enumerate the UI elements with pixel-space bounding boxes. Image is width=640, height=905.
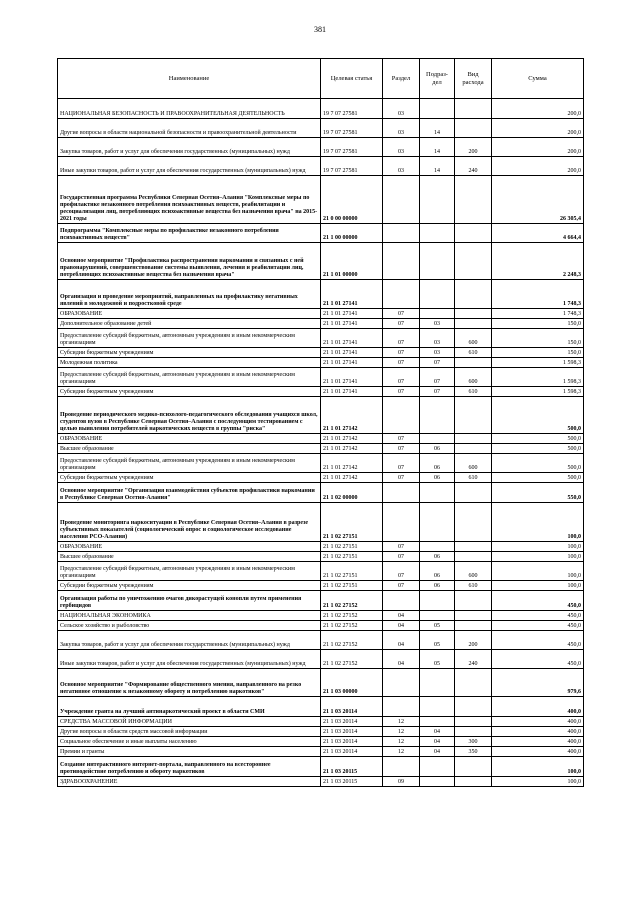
cell-sec: 09 — [383, 777, 420, 787]
cell-name: Субсидии бюджетным учреждениям — [58, 387, 321, 397]
cell-sum: 400,0 — [492, 697, 584, 717]
table-row — [58, 621, 584, 631]
cell-type: 610 — [455, 473, 492, 483]
cell-sec — [383, 397, 420, 434]
table-row — [58, 397, 584, 434]
cell-name: Основное мероприятие "Формирование общественного мнения, направленного на резко негативное отношение к незаконному обороту и потреблению наркотиков" — [58, 669, 321, 697]
cell-code: 21 1 01 27141 — [321, 280, 383, 309]
cell-name: Организация и проведение мероприятий, направленных на профилактику негативных явлений в молодежной и подростковой среде — [58, 280, 321, 309]
cell-type — [455, 669, 492, 697]
cell-name: НАЦИОНАЛЬНАЯ ЭКОНОМИКА — [58, 611, 321, 621]
cell-sub — [420, 309, 455, 319]
cell-sub — [420, 434, 455, 444]
cell-code: 21 1 01 27142 — [321, 434, 383, 444]
cell-sec: 03 — [383, 138, 420, 157]
cell-type — [455, 99, 492, 119]
cell-type: 600 — [455, 562, 492, 581]
cell-sum: 100,0 — [492, 757, 584, 777]
cell-type — [455, 757, 492, 777]
cell-sub: 03 — [420, 348, 455, 358]
cell-code: 21 1 01 27141 — [321, 329, 383, 348]
cell-type: 600 — [455, 329, 492, 348]
cell-code: 19 7 07 27581 — [321, 99, 383, 119]
table-row — [58, 434, 584, 444]
cell-sum: 150,0 — [492, 329, 584, 348]
cell-name: Предоставление субсидий бюджетным, автономным учреждениям и иным некоммерческим организациям — [58, 454, 321, 473]
cell-code: 21 1 01 27141 — [321, 358, 383, 368]
cell-sec: 07 — [383, 581, 420, 591]
cell-sum: 1 598,3 — [492, 358, 584, 368]
cell-name: Другие вопросы в области национальной безопасности и правоохранительной деятельности — [58, 119, 321, 138]
cell-name: Основное мероприятие "Профилактика распространения наркомании и связанных с ней правонарушений, совершенствование системы выявления, лечения и реабилитации лиц, потребляющих психоактивные вещества без назначения врача" — [58, 243, 321, 280]
cell-type — [455, 777, 492, 787]
cell-code: 21 1 02 27151 — [321, 562, 383, 581]
cell-type — [455, 319, 492, 329]
table-row — [58, 697, 584, 717]
cell-code: 21 1 03 20114 — [321, 697, 383, 717]
cell-sum: 1 748,3 — [492, 280, 584, 309]
cell-sub — [420, 717, 455, 727]
cell-sum: 500,0 — [492, 473, 584, 483]
cell-sum: 100,0 — [492, 503, 584, 542]
cell-sum: 450,0 — [492, 591, 584, 611]
header-code: Целевая статья — [321, 59, 383, 99]
cell-sum: 400,0 — [492, 737, 584, 747]
table-row — [58, 650, 584, 669]
cell-sum: 200,0 — [492, 99, 584, 119]
cell-sec: 07 — [383, 358, 420, 368]
cell-sec: 04 — [383, 631, 420, 650]
table-row — [58, 581, 584, 591]
page-number: 381 — [314, 25, 326, 34]
cell-sec — [383, 669, 420, 697]
cell-sec: 12 — [383, 727, 420, 737]
cell-name: СРЕДСТВА МАССОВОЙ ИНФОРМАЦИИ — [58, 717, 321, 727]
cell-type: 240 — [455, 650, 492, 669]
cell-name: Иные закупки товаров, работ и услуг для обеспечения государственных (муниципальных) нужд — [58, 650, 321, 669]
cell-name: Субсидии бюджетным учреждениям — [58, 473, 321, 483]
cell-sub: 07 — [420, 358, 455, 368]
cell-code: 21 1 03 20115 — [321, 757, 383, 777]
cell-code: 21 1 02 27151 — [321, 503, 383, 542]
cell-name: Высшее образование — [58, 444, 321, 454]
cell-sub: 06 — [420, 562, 455, 581]
cell-name: Закупка товаров, работ и услуг для обеспечения государственных (муниципальных) нужд — [58, 138, 321, 157]
cell-sub: 06 — [420, 552, 455, 562]
cell-sec — [383, 483, 420, 503]
cell-type: 200 — [455, 138, 492, 157]
cell-type — [455, 503, 492, 542]
cell-code: 21 1 03 20114 — [321, 717, 383, 727]
cell-sec: 07 — [383, 454, 420, 473]
cell-type — [455, 309, 492, 319]
cell-code: 21 1 02 27152 — [321, 591, 383, 611]
cell-name: НАЦИОНАЛЬНАЯ БЕЗОПАСНОСТЬ И ПРАВООХРАНИТЕЛЬНАЯ ДЕЯТЕЛЬНОСТЬ — [58, 99, 321, 119]
cell-sec — [383, 697, 420, 717]
cell-sec: 04 — [383, 621, 420, 631]
cell-sum: 500,0 — [492, 454, 584, 473]
cell-sub: 07 — [420, 387, 455, 397]
cell-sum: 100,0 — [492, 777, 584, 787]
cell-code: 21 1 03 00000 — [321, 669, 383, 697]
cell-code: 21 1 02 00000 — [321, 483, 383, 503]
cell-type — [455, 224, 492, 243]
table-row — [58, 99, 584, 119]
cell-sub — [420, 611, 455, 621]
table-row — [58, 757, 584, 777]
table-row — [58, 542, 584, 552]
cell-sub — [420, 99, 455, 119]
cell-sum: 200,0 — [492, 157, 584, 176]
cell-code: 21 1 01 27142 — [321, 454, 383, 473]
cell-sum: 2 248,3 — [492, 243, 584, 280]
cell-code: 21 1 02 27152 — [321, 611, 383, 621]
cell-code: 21 1 01 27142 — [321, 444, 383, 454]
cell-sec: 07 — [383, 329, 420, 348]
table-row — [58, 631, 584, 650]
cell-sub: 05 — [420, 650, 455, 669]
cell-sub: 03 — [420, 319, 455, 329]
cell-type — [455, 176, 492, 224]
cell-code: 21 1 01 27142 — [321, 397, 383, 434]
cell-type: 240 — [455, 157, 492, 176]
table-row — [58, 503, 584, 542]
cell-code: 21 1 03 20114 — [321, 727, 383, 737]
cell-sum: 1 598,3 — [492, 387, 584, 397]
cell-sub: 06 — [420, 473, 455, 483]
cell-sum: 150,0 — [492, 348, 584, 358]
cell-sub: 06 — [420, 454, 455, 473]
cell-sec: 07 — [383, 444, 420, 454]
cell-type — [455, 358, 492, 368]
cell-sec — [383, 176, 420, 224]
cell-sub — [420, 243, 455, 280]
cell-sum: 450,0 — [492, 650, 584, 669]
cell-name: Организация работы по уничтожению очагов дикорастущей конопли путем применения гербицидов — [58, 591, 321, 611]
table-row — [58, 243, 584, 280]
cell-sec: 03 — [383, 99, 420, 119]
table-row — [58, 473, 584, 483]
cell-sum: 26 305,4 — [492, 176, 584, 224]
cell-code: 21 1 01 27142 — [321, 473, 383, 483]
cell-type — [455, 621, 492, 631]
table-row — [58, 348, 584, 358]
cell-sub: 14 — [420, 138, 455, 157]
cell-name: Предоставление субсидий бюджетным, автономным учреждениям и иным некоммерческим организациям — [58, 562, 321, 581]
cell-sec: 07 — [383, 368, 420, 387]
cell-name: Проведение периодического медико-психолого-педагогического обследования учащихся школ, студентов вузов в Республике Северная Осетия–Алания с последующим тестированием с целью выявления потребителей наркотических веществ в группы "риска" — [58, 397, 321, 434]
cell-sub — [420, 503, 455, 542]
cell-name: ЗДРАВООХРАНЕНИЕ — [58, 777, 321, 787]
cell-code: 21 1 03 20114 — [321, 747, 383, 757]
cell-name: Социальное обеспечение и иные выплаты населению — [58, 737, 321, 747]
cell-name: Высшее образование — [58, 552, 321, 562]
cell-name: Субсидии бюджетным учреждениям — [58, 581, 321, 591]
table-row — [58, 454, 584, 473]
cell-sum: 450,0 — [492, 621, 584, 631]
cell-sub — [420, 280, 455, 309]
cell-sum: 500,0 — [492, 397, 584, 434]
table-body — [58, 99, 584, 787]
cell-code: 21 0 00 00000 — [321, 176, 383, 224]
cell-sum: 400,0 — [492, 727, 584, 737]
cell-code: 21 1 03 20115 — [321, 777, 383, 787]
cell-name: Другие вопросы в области средств массовой информации — [58, 727, 321, 737]
cell-type — [455, 280, 492, 309]
cell-name: Создание интерактивного интернет-портала, направленного на всестороннее противодействие потреблению и обороту наркотиков — [58, 757, 321, 777]
cell-name: Государственная программа Республики Северная Осетия–Алания "Комплексные меры по профилактике незаконного потребления психоактивных веществ, реабилитации и ресоциализации лиц, потребляющих психоактивные вещества без назначения врача" на 2015-2021 годы — [58, 176, 321, 224]
cell-sub — [420, 542, 455, 552]
cell-name: Основное мероприятие "Организация взаимодействия субъектов профилактики наркомании в Республике Северная Осетия-Алания" — [58, 483, 321, 503]
cell-type — [455, 552, 492, 562]
cell-sec: 07 — [383, 542, 420, 552]
table-row — [58, 611, 584, 621]
cell-sub — [420, 757, 455, 777]
table-row — [58, 224, 584, 243]
cell-sum: 450,0 — [492, 611, 584, 621]
cell-type: 300 — [455, 737, 492, 747]
cell-type — [455, 611, 492, 621]
cell-code: 21 1 01 27141 — [321, 348, 383, 358]
header-subsection: Подраз-дел — [420, 59, 455, 99]
table-row — [58, 669, 584, 697]
cell-sec: 07 — [383, 348, 420, 358]
cell-sec: 04 — [383, 650, 420, 669]
cell-sum: 450,0 — [492, 631, 584, 650]
cell-name: Подпрограмма "Комплексные меры по профилактике незаконного потребления психоактивных веществ" — [58, 224, 321, 243]
cell-sum: 500,0 — [492, 444, 584, 454]
cell-type — [455, 434, 492, 444]
cell-sec: 07 — [383, 473, 420, 483]
cell-sec: 07 — [383, 552, 420, 562]
cell-sub: 14 — [420, 157, 455, 176]
table-row — [58, 157, 584, 176]
cell-sec: 12 — [383, 717, 420, 727]
cell-type — [455, 119, 492, 138]
cell-type — [455, 444, 492, 454]
header-type: Вид расхода — [455, 59, 492, 99]
cell-name: Проведение мониторинга наркоситуации в Республике Северная Осетия–Алания в разрезе субъективных показателей (социологический опрос и социологическое исследование населения РСО-Алания) — [58, 503, 321, 542]
cell-sub: 14 — [420, 119, 455, 138]
cell-code: 21 1 03 20114 — [321, 737, 383, 747]
cell-sub: 03 — [420, 329, 455, 348]
header-name: Наименование — [58, 59, 321, 99]
cell-sum: 100,0 — [492, 542, 584, 552]
cell-code: 19 7 07 27581 — [321, 138, 383, 157]
cell-type: 200 — [455, 631, 492, 650]
cell-type: 600 — [455, 454, 492, 473]
cell-name: Иные закупки товаров, работ и услуг для обеспечения государственных (муниципальных) нужд — [58, 157, 321, 176]
cell-type — [455, 717, 492, 727]
table-row — [58, 747, 584, 757]
table-row — [58, 309, 584, 319]
cell-sub: 05 — [420, 621, 455, 631]
cell-type — [455, 591, 492, 611]
cell-sub — [420, 397, 455, 434]
table-row — [58, 562, 584, 581]
cell-name: Дополнительное образование детей — [58, 319, 321, 329]
cell-sum: 100,0 — [492, 552, 584, 562]
table-row — [58, 358, 584, 368]
cell-sub: 04 — [420, 727, 455, 737]
table-row — [58, 444, 584, 454]
table-row — [58, 329, 584, 348]
cell-type — [455, 542, 492, 552]
cell-sec — [383, 503, 420, 542]
table-row — [58, 727, 584, 737]
cell-sec — [383, 757, 420, 777]
cell-code: 21 1 01 27141 — [321, 368, 383, 387]
cell-type — [455, 727, 492, 737]
cell-sec: 12 — [383, 747, 420, 757]
cell-sum: 400,0 — [492, 747, 584, 757]
cell-sec: 07 — [383, 434, 420, 444]
cell-name: Учреждение гранта на лучший антинаркотический проект в области СМИ — [58, 697, 321, 717]
cell-sec: 12 — [383, 737, 420, 747]
cell-sum: 150,0 — [492, 319, 584, 329]
cell-sum: 400,0 — [492, 717, 584, 727]
cell-type: 610 — [455, 348, 492, 358]
cell-code: 21 1 01 27141 — [321, 387, 383, 397]
cell-code: 21 1 01 27141 — [321, 319, 383, 329]
cell-code: 19 7 07 27581 — [321, 157, 383, 176]
cell-sub — [420, 697, 455, 717]
cell-sec: 07 — [383, 562, 420, 581]
cell-sub: 04 — [420, 747, 455, 757]
cell-sub: 05 — [420, 631, 455, 650]
table-row — [58, 717, 584, 727]
cell-sec: 03 — [383, 157, 420, 176]
header-row — [58, 59, 584, 99]
header-section: Раздел — [383, 59, 420, 99]
cell-type: 610 — [455, 387, 492, 397]
cell-sec: 07 — [383, 387, 420, 397]
budget-table — [57, 58, 584, 787]
cell-code: 21 1 02 27151 — [321, 542, 383, 552]
cell-name: Субсидии бюджетным учреждениям — [58, 348, 321, 358]
cell-type — [455, 697, 492, 717]
cell-name: Премии и гранты — [58, 747, 321, 757]
cell-code: 21 1 01 27141 — [321, 309, 383, 319]
cell-type — [455, 397, 492, 434]
cell-sum: 1 598,3 — [492, 368, 584, 387]
cell-name: ОБРАЗОВАНИЕ — [58, 309, 321, 319]
cell-sub — [420, 777, 455, 787]
cell-sec — [383, 280, 420, 309]
cell-code: 21 1 01 00000 — [321, 243, 383, 280]
table-row — [58, 591, 584, 611]
cell-sec: 07 — [383, 309, 420, 319]
table-row — [58, 387, 584, 397]
cell-sum: 100,0 — [492, 562, 584, 581]
cell-type: 610 — [455, 581, 492, 591]
cell-name: Закупка товаров, работ и услуг для обеспечения государственных (муниципальных) нужд — [58, 631, 321, 650]
cell-code: 21 1 00 00000 — [321, 224, 383, 243]
cell-sum: 200,0 — [492, 138, 584, 157]
cell-sum: 500,0 — [492, 434, 584, 444]
cell-sub — [420, 669, 455, 697]
cell-sub: 07 — [420, 368, 455, 387]
cell-sub: 06 — [420, 444, 455, 454]
cell-name: ОБРАЗОВАНИЕ — [58, 542, 321, 552]
table-row — [58, 280, 584, 309]
cell-sec: 03 — [383, 119, 420, 138]
table-row — [58, 119, 584, 138]
cell-sum: 1 748,3 — [492, 309, 584, 319]
cell-sum: 100,0 — [492, 581, 584, 591]
cell-sub — [420, 176, 455, 224]
cell-type: 600 — [455, 368, 492, 387]
cell-code: 21 1 02 27151 — [321, 581, 383, 591]
cell-name: ОБРАЗОВАНИЕ — [58, 434, 321, 444]
cell-code: 21 1 02 27151 — [321, 552, 383, 562]
table-row — [58, 138, 584, 157]
cell-code: 21 1 02 27152 — [321, 631, 383, 650]
cell-sub: 04 — [420, 737, 455, 747]
cell-sum: 550,0 — [492, 483, 584, 503]
table-row — [58, 483, 584, 503]
table-row — [58, 319, 584, 329]
cell-code: 21 1 02 27152 — [321, 621, 383, 631]
table-row — [58, 176, 584, 224]
cell-sum: 979,6 — [492, 669, 584, 697]
cell-type — [455, 243, 492, 280]
cell-sub: 06 — [420, 581, 455, 591]
cell-sec: 04 — [383, 611, 420, 621]
cell-sec — [383, 591, 420, 611]
cell-sec — [383, 224, 420, 243]
cell-sec — [383, 243, 420, 280]
cell-sec: 07 — [383, 319, 420, 329]
table-row — [58, 552, 584, 562]
table-row — [58, 368, 584, 387]
cell-sum: 4 664,4 — [492, 224, 584, 243]
cell-name: Молодежная политика — [58, 358, 321, 368]
table-row — [58, 737, 584, 747]
header-sum: Сумма — [492, 59, 584, 99]
cell-sum: 200,0 — [492, 119, 584, 138]
cell-name: Предоставление субсидий бюджетным, автономным учреждениям и иным некоммерческим организациям — [58, 329, 321, 348]
cell-sub — [420, 483, 455, 503]
cell-name: Предоставление субсидий бюджетным, автономным учреждениям и иным некоммерческим организациям — [58, 368, 321, 387]
cell-name: Сельское хозяйство и рыболовство — [58, 621, 321, 631]
cell-sub — [420, 591, 455, 611]
cell-code: 21 1 02 27152 — [321, 650, 383, 669]
cell-code: 19 7 07 27581 — [321, 119, 383, 138]
table-row — [58, 777, 584, 787]
cell-type: 350 — [455, 747, 492, 757]
cell-type — [455, 483, 492, 503]
cell-sub — [420, 224, 455, 243]
